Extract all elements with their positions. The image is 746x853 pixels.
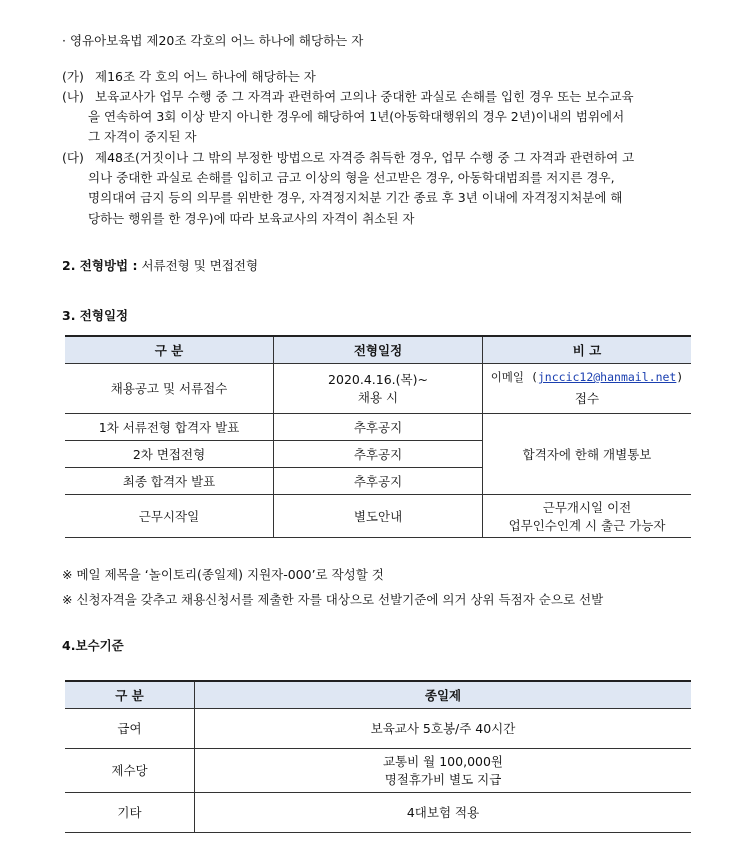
condition-text: 제16조 각 호의 어느 하나에 해당하는 자 [95, 69, 316, 84]
salary-table [65, 680, 691, 833]
condition-label: (다) [62, 150, 84, 165]
note-selection: ※ 신청자격을 갖추고 채용신청서를 제출한 자를 대상으로 선발기준에 의거 상위 득점자 순으로 선발 [62, 592, 604, 607]
note-line: 업무인수인계 시 출근 가능자 [508, 517, 666, 533]
schedule-table [65, 335, 691, 538]
table-cell: 추후공지 [274, 413, 483, 440]
value-line: 명절휴가비 별도 지급 [384, 772, 502, 787]
table-row [65, 413, 691, 440]
schedule-line: 채용 시 [357, 390, 399, 405]
section3-heading: 3. 전형일정 [62, 308, 129, 323]
table-cell: 2차 면접전형 [65, 440, 274, 467]
table-cell [195, 748, 692, 792]
table-cell [274, 363, 483, 413]
condition-label: (가) [62, 69, 84, 84]
table-cell: 급여 [65, 708, 195, 748]
condition-text: 그 자격이 중지된 자 [88, 129, 197, 144]
condition-text: 당하는 행위를 한 경우)에 따라 보육교사의 자격이 취소된 자 [88, 211, 415, 226]
table-cell [483, 363, 692, 413]
table-header: 전형일정 [274, 336, 483, 363]
condition-text: 을 연속하여 3회 이상 받지 아니한 경우에 해당하여 1년(아동학대행위의 경우 2년)이내의 범위에서 [88, 109, 625, 124]
table-header: 비 고 [483, 336, 692, 363]
table-header: 종일제 [195, 681, 692, 708]
schedule-line: 2020.4.16.(목)~ [328, 372, 428, 387]
condition-text: 의나 중대한 과실로 손해를 입히고 금고 이상의 형을 선고받은 경우, 아동학대범죄를 저지른 경우, [88, 170, 615, 185]
email-suffix: ) [676, 370, 684, 384]
condition-text: 명의대여 금지 등의 의무를 위반한 경우, 자격정지처분 기간 종료 후 3년 이내에 자격정지처분에 해 [88, 190, 623, 205]
section2-text: 서류전형 및 면접전형 [141, 258, 259, 273]
table-header: 구 분 [65, 336, 274, 363]
table-row [65, 494, 691, 537]
note-mail-title: ※ 메일 제목을 ‘놀이토리(종일제) 지원자-000’로 작성할 것 [62, 567, 384, 582]
table-cell: 별도안내 [274, 494, 483, 537]
table-cell: 기타 [65, 792, 195, 832]
table-cell: 추후공지 [274, 467, 483, 494]
table-cell: 채용공고 및 서류접수 [65, 363, 274, 413]
table-row [65, 708, 691, 748]
table-row [65, 792, 691, 832]
note-line: 근무개시일 이전 [542, 499, 632, 515]
condition-label: (나) [62, 89, 84, 104]
table-cell [483, 494, 692, 537]
condition-text: 제48조(거짓이나 그 밖의 부정한 방법으로 자격증 취득한 경우, 업무 수행 중 그 자격과 관련하여 고 [95, 150, 635, 165]
section2-heading: 2. 전형방법 : [62, 258, 138, 273]
section2 [62, 256, 258, 274]
table-cell: 보육교사 5호봉/주 40시간 [195, 708, 692, 748]
table-cell: 근무시작일 [65, 494, 274, 537]
condition-text: 보육교사가 업무 수행 중 그 자격과 관련하여 고의나 중대한 과실로 손해를 입힌 경우 또는 보수교육 [95, 89, 634, 104]
intro-bullet: · 영유아보육법 제20조 각호의 어느 하나에 해당하는 자 [62, 33, 364, 48]
table-header: 구 분 [65, 681, 195, 708]
table-cell: 추후공지 [274, 440, 483, 467]
merged-note-cell: 합격자에 한해 개별통보 [483, 413, 692, 494]
note-line: 접수 [574, 391, 600, 406]
table-row [65, 748, 691, 792]
table-row [65, 363, 691, 413]
table-cell: 4대보험 적용 [195, 792, 692, 832]
email-link[interactable]: jnccic12@hanmail.net [537, 370, 677, 384]
table-cell: 제수당 [65, 748, 195, 792]
section4-heading: 4.보수기준 [62, 638, 124, 653]
table-cell: 1차 서류전형 합격자 발표 [65, 413, 274, 440]
email-prefix: 이메일 ( [490, 370, 538, 384]
value-line: 교통비 월 100,000원 [382, 754, 503, 769]
email-note [483, 369, 691, 385]
table-cell: 최종 합격자 발표 [65, 467, 274, 494]
